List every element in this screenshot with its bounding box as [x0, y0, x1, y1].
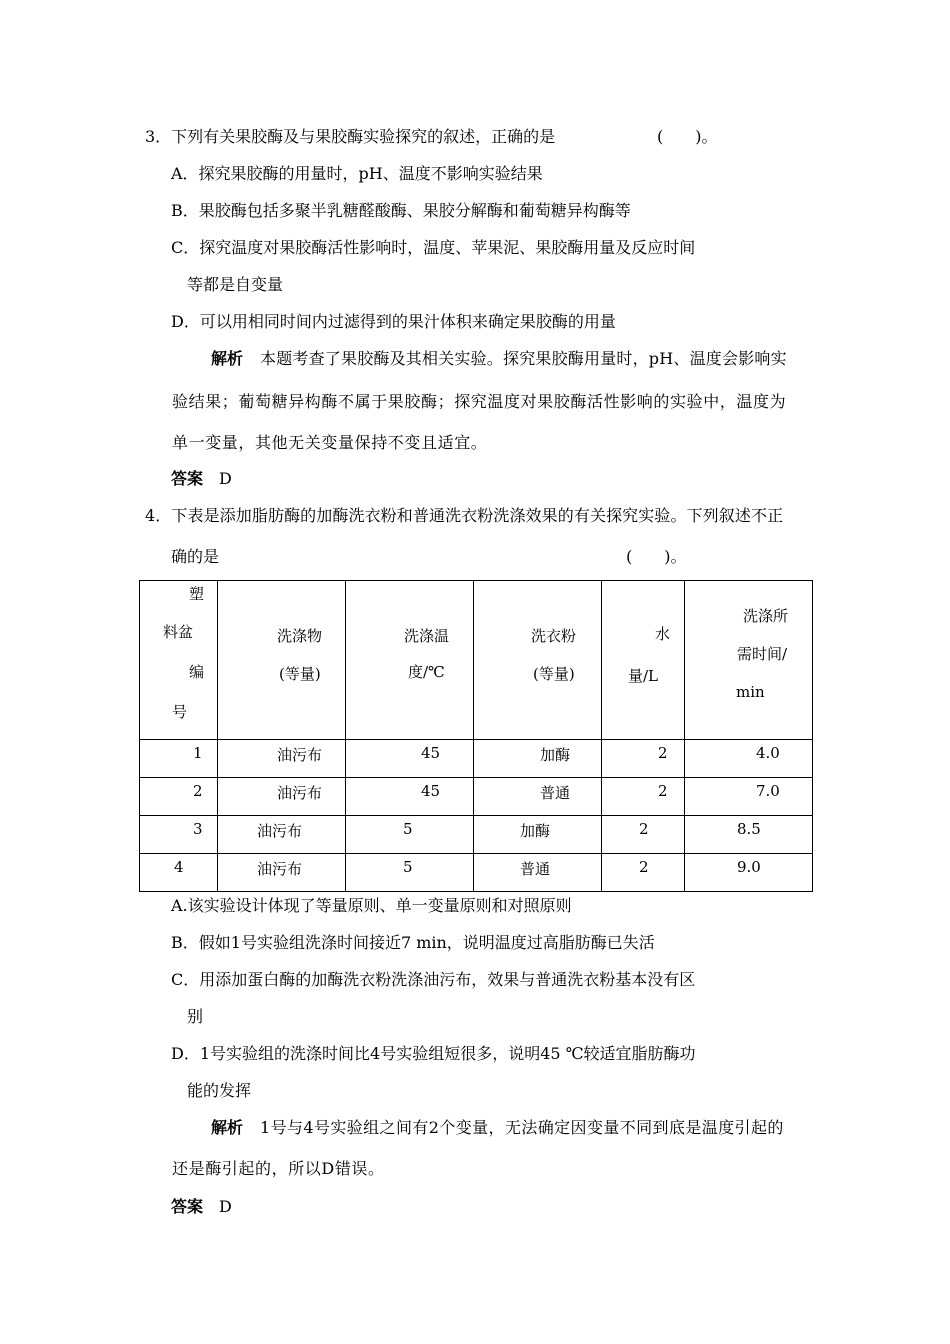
header-wash-item: 洗涤物 (等量) — [218, 581, 346, 740]
q4-option-c: C．用添加蛋白酶的加酶洗衣粉洗涤油污布，效果与普通洗衣粉基本没有区 — [171, 970, 696, 989]
q3-stem: 3．下列有关果胶酶及与果胶酶实验探究的叙述，正确的是 — [145, 127, 556, 146]
table-row: 1 油污布 45 加酶 2 4.0 — [140, 740, 813, 778]
header-basin-number: 塑 料盆 编 号 — [140, 581, 218, 740]
experiment-table — [139, 580, 813, 892]
q4-answer: D — [219, 1197, 232, 1216]
q4-analysis-label: 解析 — [211, 1118, 244, 1137]
q3-option-c: C．探究温度对果胶酶活性影响时，温度、苹果泥、果胶酶用量及反应时间 — [171, 238, 696, 257]
table-header-row — [140, 581, 813, 740]
q3-answer-label: 答案 — [171, 469, 204, 488]
q3-analysis-label: 解析 — [211, 349, 244, 368]
q4-option-c-cont: 别 — [187, 1007, 204, 1026]
table-row: 2 油污布 45 普通 2 7.0 — [140, 778, 813, 816]
header-detergent: 洗衣粉 (等量) — [474, 581, 602, 740]
q3-option-c-cont: 等都是自变量 — [187, 275, 284, 294]
q3-answer-blank: ( )。 — [657, 127, 718, 146]
q4-answer-label: 答案 — [171, 1197, 204, 1216]
q4-option-b: B．假如1号实验组洗涤时间接近7 min，说明温度过高脂肪酶已失活 — [171, 933, 655, 952]
q3-analysis-line1: 本题考查了果胶酶及其相关实验。探究果胶酶用量时，pH、温度会影响实 — [260, 349, 787, 368]
q4-analysis-line1: 1号与4号实验组之间有2个变量，无法确定因变量不同到底是温度引起的 — [260, 1118, 784, 1137]
q4-answer-blank: ( )。 — [626, 547, 687, 566]
q3-option-b: B．果胶酶包括多聚半乳糖醛酸酶、果胶分解酶和葡萄糖异构酶等 — [171, 201, 631, 220]
q4-option-a: A.该实验设计体现了等量原则、单一变量原则和对照原则 — [171, 896, 572, 915]
q3-option-a: A．探究果胶酶的用量时，pH、温度不影响实验结果 — [171, 164, 543, 183]
q3-analysis-line2: 验结果；葡萄糖异构酶不属于果胶酶；探究温度对果胶酶活性影响的实验中，温度为 — [172, 392, 787, 411]
q4-option-d: D．1号实验组的洗涤时间比4号实验组短很多，说明45 ℃较适宜脂肪酶功 — [171, 1044, 696, 1063]
q4-analysis-line2: 还是酶引起的，所以D错误。 — [172, 1159, 385, 1178]
header-wash-time: 洗涤所 需时间/ min — [685, 581, 813, 740]
q3-analysis-line3: 单一变量，其他无关变量保持不变且适宜。 — [172, 433, 488, 452]
table-row: 4 油污布 5 普通 2 9.0 — [140, 854, 813, 892]
q3-option-d: D．可以用相同时间内过滤得到的果汁体积来确定果胶酶的用量 — [171, 312, 616, 331]
q3-answer: D — [219, 469, 232, 488]
header-water-volume: 水 量/L — [602, 581, 685, 740]
table-row: 3 油污布 5 加酶 2 8.5 — [140, 816, 813, 854]
q4-stem-line2: 确的是 — [171, 547, 220, 566]
header-wash-temperature: 洗涤温 度/℃ — [346, 581, 474, 740]
q4-option-d-cont: 能的发挥 — [187, 1081, 252, 1100]
q4-stem-line1: 4．下表是添加脂肪酶的加酶洗衣粉和普通洗衣粉洗涤效果的有关探究实验。下列叙述不正 — [145, 506, 784, 525]
